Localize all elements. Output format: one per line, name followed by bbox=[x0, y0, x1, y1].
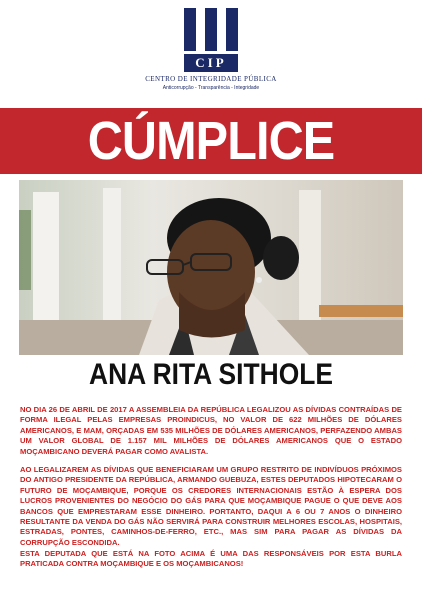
logo-bar bbox=[226, 8, 238, 51]
body-paragraph-2: AO LEGALIZAREM AS DÍVIDAS QUE BENEFICIARAM UM GRUPO RESTRITO DE INDIVÍDUOS PRÓXIMOS DO ANTIGO PRESIDENTE DA REPÚBLICA, ARMANDO GUEBUZA, ESTES DEPUTADOS HIPOTECARAM O FUTURO DE MOÇAMBIQUE, PORQUE OS CREDORES INTERNACIONAIS ESTÃO À ESPERA DOS LUCROS PROVENIENTES DO NEGÓCIO DO GÁS PARA QUE MOÇAMBIQUE PAGUE O QUE DEVE AOS BANCOS QUE EMPRESTARAM ESSE DINHEIRO. PORTANTO, DAQUI A 6 OU 7 ANOS O DINHEIRO RESULTANTE DA VENDA DO GÁS NÃO SERVIRÁ PARA CONSTRUIR MELHORES ESCOLAS, HOSPITAIS, ESTRADAS, PONTES, CAMINHOS-DE-FERRO, ETC., MAS SIM PARA PAGAR AS DÍVIDAS DA CORRUPÇÃO ESCONDIDA. bbox=[20, 465, 402, 547]
cip-logo-block bbox=[0, 8, 422, 91]
logo-letters: CIP bbox=[184, 54, 238, 72]
organization-name: CENTRO DE INTEGRIDADE PÚBLICA bbox=[145, 75, 277, 83]
cip-logo bbox=[184, 8, 238, 72]
portrait-photo bbox=[19, 180, 403, 355]
headline: CÚMPLICE bbox=[87, 111, 335, 171]
subject-name: ANA RITA SITHOLE bbox=[89, 358, 333, 391]
portrait-illustration bbox=[19, 180, 403, 355]
body-paragraph-3: ESTA DEPUTADA QUE ESTÁ NA FOTO ACIMA É UMA DAS RESPONSÁVEIS POR ESTA BURLA PRATICADA CONTRA MOÇAMBIQUE E OS MOÇAMBICANOS! bbox=[20, 549, 402, 569]
logo-bar bbox=[184, 8, 196, 51]
organization-tagline: Anticorrupção - Transparência - Integridade bbox=[162, 85, 260, 91]
logo-bar bbox=[205, 8, 217, 51]
body-paragraph-1: NO DIA 26 DE ABRIL DE 2017 A ASSEMBLEIA DA REPÚBLICA LEGALIZOU AS DÍVIDAS CONTRAÍDAS DE FORMA ILEGAL PELAS EMPRESAS PROINDICUS, NO VALOR DE 622 MILHÕES DE DÓLARES AMERICANOS, E MAM, ORÇADAS EM 535 MILHÕES DE DÓLARES AMERICANOS, PERFAZENDO AMBAS UM VALOR GLOBAL DE 1.157 MIL MILHÕES DE DÓLARES AMERICANOS QUE O ESTADO MOÇAMBICANO DEVERÁ PAGAR COMO AVALISTA. bbox=[20, 405, 402, 456]
